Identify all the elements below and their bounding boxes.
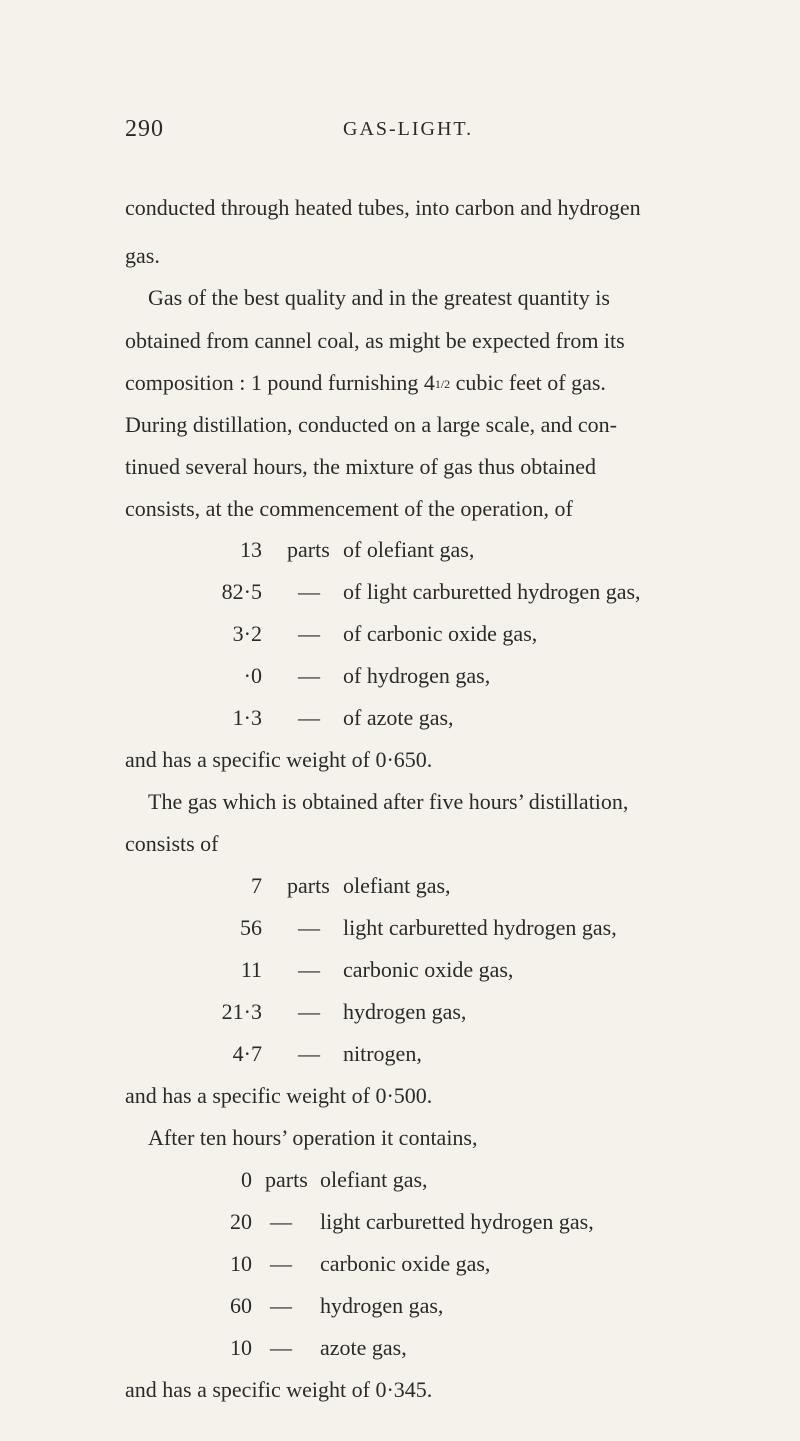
composition-label: of olefiant gas,: [343, 537, 475, 562]
composition-separator: —: [270, 1293, 292, 1318]
body-line: and has a specific weight of 0·500.: [125, 1083, 433, 1108]
composition-separator: —: [298, 579, 320, 604]
body-line-part: composition : 1 pound furnishing 4: [125, 370, 435, 395]
body-line: and has a specific weight of 0·345.: [125, 1377, 433, 1402]
composition-label: light carburetted hydrogen gas,: [320, 1209, 594, 1234]
composition-separator: —: [298, 999, 320, 1024]
body-line: consists of: [125, 831, 219, 856]
composition-value: 3·2: [232, 621, 262, 646]
fraction-half: 1/2: [434, 377, 451, 391]
page-number: 290: [125, 116, 164, 142]
composition-label: azote gas,: [320, 1335, 407, 1360]
body-line: During distillation, conducted on a large scale, and con-: [125, 412, 618, 437]
composition-value: 13: [240, 537, 262, 562]
composition-value: 10: [230, 1251, 252, 1276]
composition-value: 7: [251, 873, 262, 898]
composition-value: 56: [240, 915, 262, 940]
body-line: obtained from cannel coal, as might be expected from its: [125, 328, 625, 353]
composition-label: olefiant gas,: [343, 873, 451, 898]
composition-label: olefiant gas,: [320, 1167, 428, 1192]
composition-separator: —: [298, 957, 320, 982]
composition-separator: —: [298, 1041, 320, 1066]
composition-separator: —: [298, 915, 320, 940]
composition-value: 21·3: [221, 999, 262, 1024]
composition-separator: —: [298, 705, 320, 730]
body-line: conducted through heated tubes, into carbon and hydrogen: [125, 195, 641, 220]
body-line-part: cubic feet of gas.: [455, 370, 606, 395]
composition-separator: —: [270, 1251, 292, 1276]
composition-label: carbonic oxide gas,: [343, 957, 514, 982]
composition-separator: —: [298, 663, 320, 688]
composition-separator: parts: [287, 537, 330, 562]
composition-value: 1·3: [232, 705, 262, 730]
body-line: gas.: [125, 243, 160, 268]
composition-value: ·0: [243, 663, 262, 688]
composition-label: of hydrogen gas,: [343, 663, 491, 688]
body-line: The gas which is obtained after five hours’ distillation,: [148, 789, 629, 814]
body-line: tinued several hours, the mixture of gas thus obtained: [125, 454, 597, 479]
composition-label: hydrogen gas,: [343, 999, 467, 1024]
composition-value: 60: [230, 1293, 252, 1318]
body-line: consists, at the commencement of the operation, of: [125, 496, 573, 521]
body-line-with-fraction: [125, 370, 606, 396]
composition-value: 0: [241, 1167, 252, 1192]
composition-separator: —: [270, 1335, 292, 1360]
composition-value: 4·7: [232, 1041, 262, 1066]
composition-separator: —: [270, 1209, 292, 1234]
composition-separator: —: [298, 621, 320, 646]
body-line: After ten hours’ operation it contains,: [148, 1125, 478, 1150]
body-line: and has a specific weight of 0·650.: [125, 747, 433, 772]
composition-label: nitrogen,: [343, 1041, 422, 1066]
composition-label: light carburetted hydrogen gas,: [343, 915, 617, 940]
composition-label: carbonic oxide gas,: [320, 1251, 491, 1276]
running-title: GAS-LIGHT.: [343, 118, 474, 140]
composition-label: of azote gas,: [343, 705, 454, 730]
composition-value: 82·5: [221, 579, 262, 604]
composition-separator: parts: [265, 1167, 308, 1192]
composition-label: of light carburetted hydrogen gas,: [343, 579, 641, 604]
composition-value: 11: [240, 957, 262, 982]
composition-value: 20: [230, 1209, 252, 1234]
composition-label: of carbonic oxide gas,: [343, 621, 538, 646]
composition-separator: parts: [287, 873, 330, 898]
body-line: Gas of the best quality and in the greatest quantity is: [148, 285, 610, 310]
composition-label: hydrogen gas,: [320, 1293, 444, 1318]
composition-value: 10: [230, 1335, 252, 1360]
